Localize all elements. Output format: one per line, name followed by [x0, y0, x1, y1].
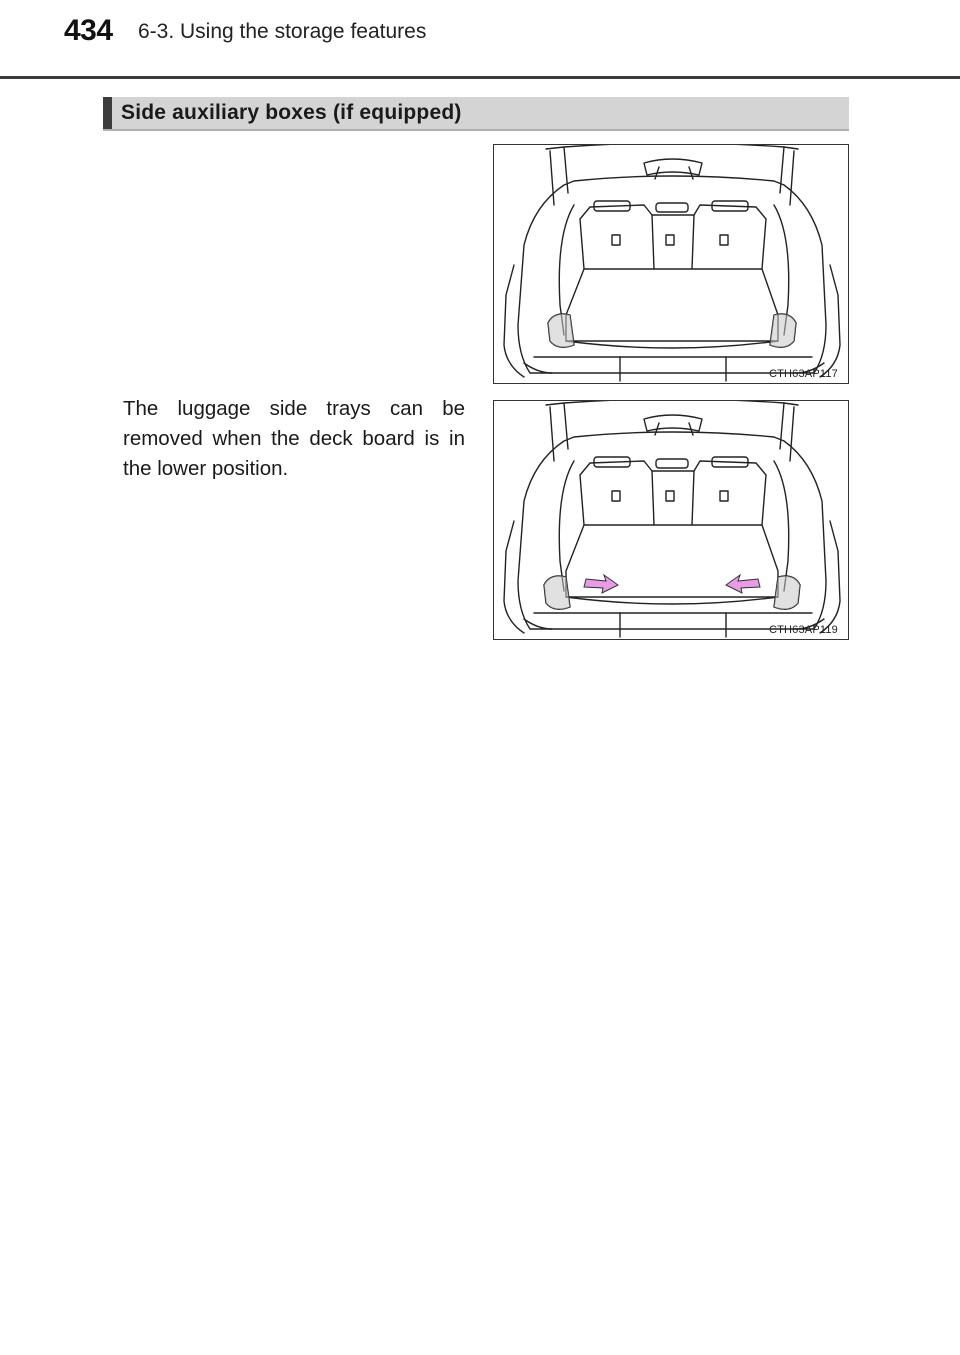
section-heading [103, 97, 849, 131]
section-title: Side auxiliary boxes (if equipped) [121, 101, 462, 124]
car-luggage-illustration [494, 145, 849, 384]
page-number: 434 [64, 14, 113, 47]
arrow-right-icon [584, 575, 618, 593]
figure-luggage-trays-removal [493, 400, 849, 640]
header-rule [0, 76, 960, 79]
body-paragraph: The luggage side trays can be removed when the deck board is in the lower position. [123, 397, 465, 480]
chapter-title: 6-3. Using the storage features [138, 20, 427, 43]
figure-code: CTH63AP119 [768, 624, 838, 636]
figure-luggage-trays [493, 144, 849, 384]
section-accent [103, 97, 112, 129]
car-luggage-illustration-removal-arrows [494, 401, 849, 640]
figure-code: CTH63AP117 [768, 368, 838, 380]
arrow-left-icon [726, 575, 760, 593]
